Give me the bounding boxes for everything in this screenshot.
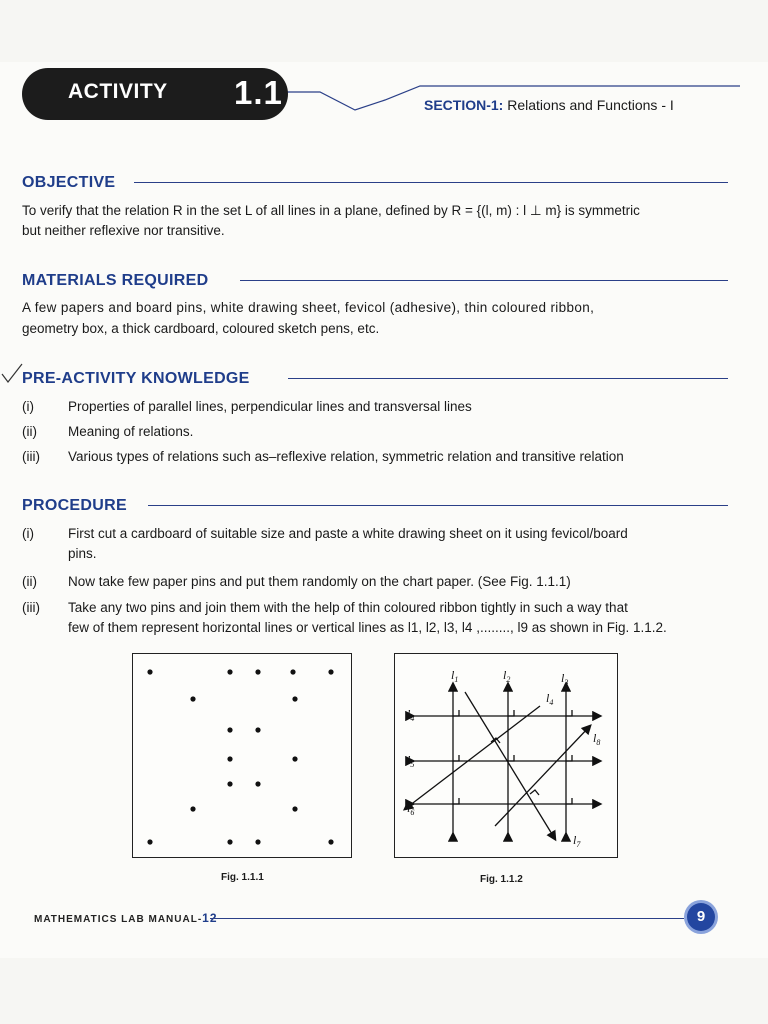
footer-manual-label	[34, 911, 218, 925]
item-number: (ii)	[22, 574, 37, 589]
procedure-heading: PROCEDURE	[22, 497, 127, 514]
manual-name: MATHEMATICS LAB MANUAL-	[34, 914, 203, 925]
item-text: Properties of parallel lines, perpendicular lines and transversal lines	[68, 399, 472, 414]
line-label-l2: $l_2$	[503, 668, 511, 684]
objective-line-2: but neither reflexive nor transitive.	[22, 223, 225, 238]
line-label-l4: $l_4$	[407, 707, 415, 723]
materials-line-2: geometry box, a thick cardboard, coloured sketch pens, etc.	[22, 321, 380, 336]
objective-rule	[134, 182, 728, 183]
item-number: (i)	[22, 399, 34, 414]
item-text: Meaning of relations.	[68, 424, 194, 439]
item-number: (i)	[22, 526, 34, 541]
line-label-l7: $l_7$	[573, 833, 581, 849]
section-prefix: SECTION-1:	[424, 97, 504, 113]
pre-activity-rule	[288, 378, 728, 379]
line-label-l4-diag: $l_4$	[546, 691, 554, 707]
objective-heading: OBJECTIVE	[22, 174, 116, 191]
line-label-l5: $l_5$	[407, 753, 415, 769]
item-text: First cut a cardboard of suitable size and paste a white drawing sheet on it using fevicol/board	[68, 526, 628, 541]
item-text: Now take few paper pins and put them randomly on the chart paper. (See Fig. 1.1.1)	[68, 574, 571, 589]
line-label-l1: $l_1$	[451, 668, 459, 684]
pin-dots	[133, 654, 351, 857]
page-bottom-margin	[0, 958, 768, 1024]
section-title	[424, 97, 674, 113]
figure-1-1-2	[394, 653, 618, 858]
figure-1-1-1-caption: Fig. 1.1.1	[221, 872, 264, 883]
procedure-rule	[148, 505, 728, 506]
line-label-l3: $l_3$	[561, 671, 569, 687]
materials-rule	[240, 280, 728, 281]
line-label-l6: $l_6$	[407, 801, 415, 817]
item-text: few of them represent horizontal lines or vertical lines as l1, l2, l3, l4 ,........, l9 as shown in Fig. 1.1.2.	[68, 620, 667, 635]
item-number: (iii)	[22, 600, 40, 615]
item-text: Take any two pins and join them with the help of thin coloured ribbon tightly in such a way that	[68, 600, 628, 615]
footer-rule	[210, 918, 684, 919]
objective-line-1: To verify that the relation R in the set L of all lines in a plane, defined by R = {(l, m) : l ⊥ m} is symmetric	[22, 203, 640, 218]
line-label-l8: $l_8$	[593, 731, 601, 747]
pen-check-mark	[0, 362, 24, 386]
item-text: Various types of relations such as–reflexive relation, symmetric relation and transitive relation	[68, 449, 624, 464]
item-text: pins.	[68, 546, 97, 561]
materials-line-1: A few papers and board pins, white drawing sheet, fevicol (adhesive), thin coloured ribbon,	[22, 300, 595, 315]
activity-label: ACTIVITY	[68, 80, 168, 103]
pre-activity-heading: PRE-ACTIVITY KNOWLEDGE	[22, 370, 250, 387]
manual-class: 12	[202, 911, 218, 925]
item-number: (iii)	[22, 449, 40, 464]
item-number: (ii)	[22, 424, 37, 439]
section-name: Relations and Functions - I	[503, 97, 674, 113]
materials-heading: MATERIALS REQUIRED	[22, 272, 209, 289]
lines-diagram	[395, 654, 617, 857]
figure-1-1-2-caption: Fig. 1.1.2	[480, 874, 523, 885]
activity-badge	[22, 68, 288, 120]
activity-number: 1.1	[234, 74, 283, 111]
page-number-badge: 9	[687, 903, 715, 931]
figure-1-1-1	[132, 653, 352, 858]
